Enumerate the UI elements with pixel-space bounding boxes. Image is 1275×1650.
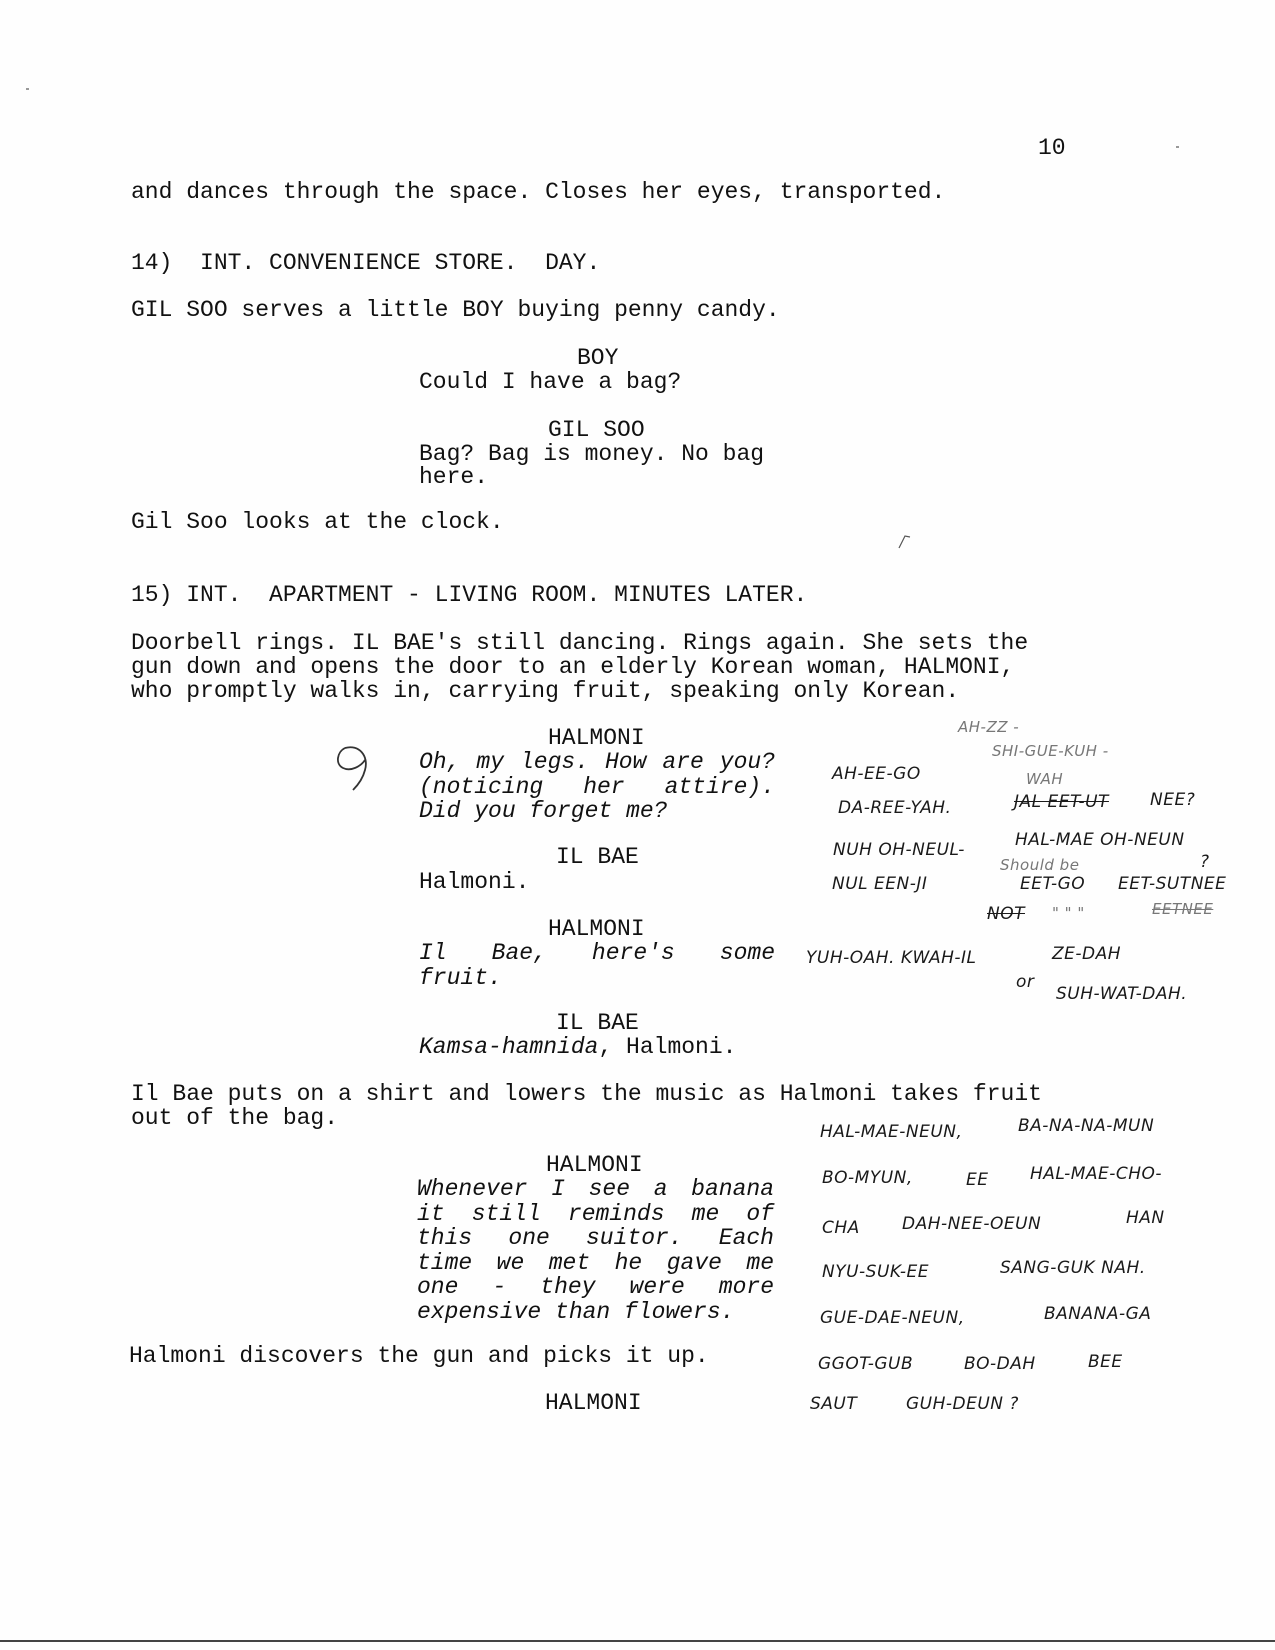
dialogue-line: one - they were more	[417, 1274, 774, 1300]
handwritten-note: GGOT-GUB	[818, 1354, 914, 1374]
dialogue-line: Did you forget me?	[419, 798, 668, 824]
action-line: gun down and opens the door to an elderly Korean woman, HALMONI,	[131, 654, 1015, 680]
action-line: Il Bae puts on a shirt and lowers the music as Halmoni takes fruit	[131, 1081, 1042, 1107]
dialogue-line: fruit.	[419, 964, 502, 991]
page-number: 10	[1038, 135, 1066, 161]
handwritten-note: Should be	[1000, 856, 1080, 874]
dialogue-line: Could I have a bag?	[419, 369, 682, 395]
action-line: GIL SOO serves a little BOY buying penny candy.	[131, 297, 780, 323]
handwritten-note: NOT	[987, 904, 1025, 924]
handwritten-note: HAN	[1126, 1208, 1165, 1228]
character-cue: HALMONI	[545, 1390, 642, 1416]
dialogue-line: time we met he gave me	[417, 1249, 774, 1276]
handwritten-note: NYU-SUK-EE	[822, 1262, 929, 1282]
dialogue-block	[419, 750, 775, 824]
handwritten-note: SAUT	[810, 1394, 858, 1414]
handwritten-note: BO-DAH	[964, 1354, 1036, 1374]
handwritten-note: AH-ZZ -	[958, 718, 1020, 736]
handwritten-note: ZE-DAH	[1052, 944, 1122, 964]
handwritten-note: GUH-DEUN ?	[906, 1394, 1019, 1414]
action-line: Halmoni discovers the gun and picks it up.	[129, 1343, 709, 1369]
dialogue-line: it still reminds me of	[417, 1200, 774, 1227]
character-cue: GIL SOO	[548, 417, 645, 443]
handwritten-note: CHA	[822, 1218, 860, 1238]
stray-pen-mark	[895, 532, 915, 552]
action-line: out of the bag.	[131, 1105, 339, 1131]
handwritten-note: GUE-DAE-NEUN,	[820, 1308, 965, 1328]
handwritten-note: EET-GO	[1020, 874, 1086, 894]
action-line: Gil Soo looks at the clock.	[131, 509, 504, 535]
page-bottom-edge	[0, 1640, 1275, 1642]
handwritten-note: JAL EET-UT	[1014, 792, 1109, 812]
handwritten-note: HAL-MAE-NEUN,	[820, 1122, 963, 1142]
handwritten-note: BANANA-GA	[1044, 1304, 1152, 1324]
dialogue-line: Oh, my legs. How are you?	[419, 749, 775, 775]
dialogue-line: here.	[419, 464, 489, 490]
handwritten-note: YUH-OAH. KWAH-IL	[806, 948, 977, 968]
handwritten-note: " " "	[1052, 904, 1085, 922]
handwritten-note: NEE?	[1150, 790, 1196, 810]
handwritten-note: or	[1016, 972, 1035, 992]
dialogue-line	[419, 1035, 736, 1060]
circled-number-mark	[325, 740, 385, 800]
dialogue-block	[417, 1177, 774, 1324]
dialogue-line: this one suitor. Each	[417, 1225, 774, 1251]
handwritten-note: EETNEE	[1152, 900, 1214, 918]
handwritten-note: SANG-GUK NAH.	[1000, 1258, 1146, 1278]
character-cue: BOY	[577, 345, 619, 371]
action-line: Doorbell rings. IL BAE's still dancing. Rings again. She sets the	[131, 630, 1029, 656]
action-line: and dances through the space. Closes her eyes, transported.	[131, 179, 946, 205]
handwritten-note: SHI-GUE-KUH -	[992, 742, 1109, 760]
dialogue-line: Whenever I see a banana	[417, 1176, 774, 1202]
dialogue-line: Il Bae, here's some	[419, 940, 775, 966]
dialogue-line: (noticing her attire).	[419, 773, 775, 800]
handwritten-note: HAL-MAE OH-NEUN	[1015, 830, 1185, 850]
handwritten-note: EE	[966, 1170, 989, 1190]
dialogue-line: Halmoni.	[419, 869, 530, 895]
scan-speck	[26, 88, 29, 90]
dialogue-block	[419, 941, 775, 990]
dialogue-text: , Halmoni.	[598, 1034, 737, 1060]
handwritten-note: BO-MYUN,	[822, 1168, 913, 1188]
action-line: who promptly walks in, carrying fruit, speaking only Korean.	[131, 678, 960, 704]
dialogue-line: Bag? Bag is money. No bag	[419, 441, 765, 467]
character-cue: HALMONI	[548, 916, 645, 942]
handwritten-note: BA-NA-NA-MUN	[1018, 1116, 1155, 1136]
handwritten-note: NUH OH-NEUL-	[833, 840, 965, 860]
handwritten-note: NUL EEN-JI	[832, 874, 928, 894]
scene-heading-15: 15) INT. APARTMENT - LIVING ROOM. MINUTES LATER.	[131, 582, 808, 608]
character-cue: IL BAE	[556, 1010, 639, 1036]
handwritten-note: HAL-MAE-CHO-	[1030, 1164, 1163, 1184]
handwritten-note: DAH-NEE-OEUN	[902, 1214, 1042, 1234]
character-cue: HALMONI	[546, 1152, 643, 1178]
character-cue: IL BAE	[556, 844, 639, 870]
korean-phrase: Kamsa-hamnida	[419, 1034, 599, 1060]
handwritten-note: ?	[1200, 852, 1210, 872]
scene-heading-14: 14) INT. CONVENIENCE STORE. DAY.	[131, 250, 601, 276]
handwritten-note: AH-EE-GO	[832, 764, 921, 784]
handwritten-note: BEE	[1088, 1352, 1123, 1372]
character-cue: HALMONI	[548, 725, 645, 751]
scan-speck	[1176, 146, 1179, 148]
dialogue-line: expensive than flowers.	[417, 1298, 735, 1325]
handwritten-note: DA-REE-YAH.	[838, 798, 952, 818]
handwritten-note: SUH-WAT-DAH.	[1056, 984, 1188, 1004]
handwritten-note: WAH	[1026, 770, 1064, 788]
handwritten-note: EET-SUTNEE	[1118, 874, 1227, 894]
